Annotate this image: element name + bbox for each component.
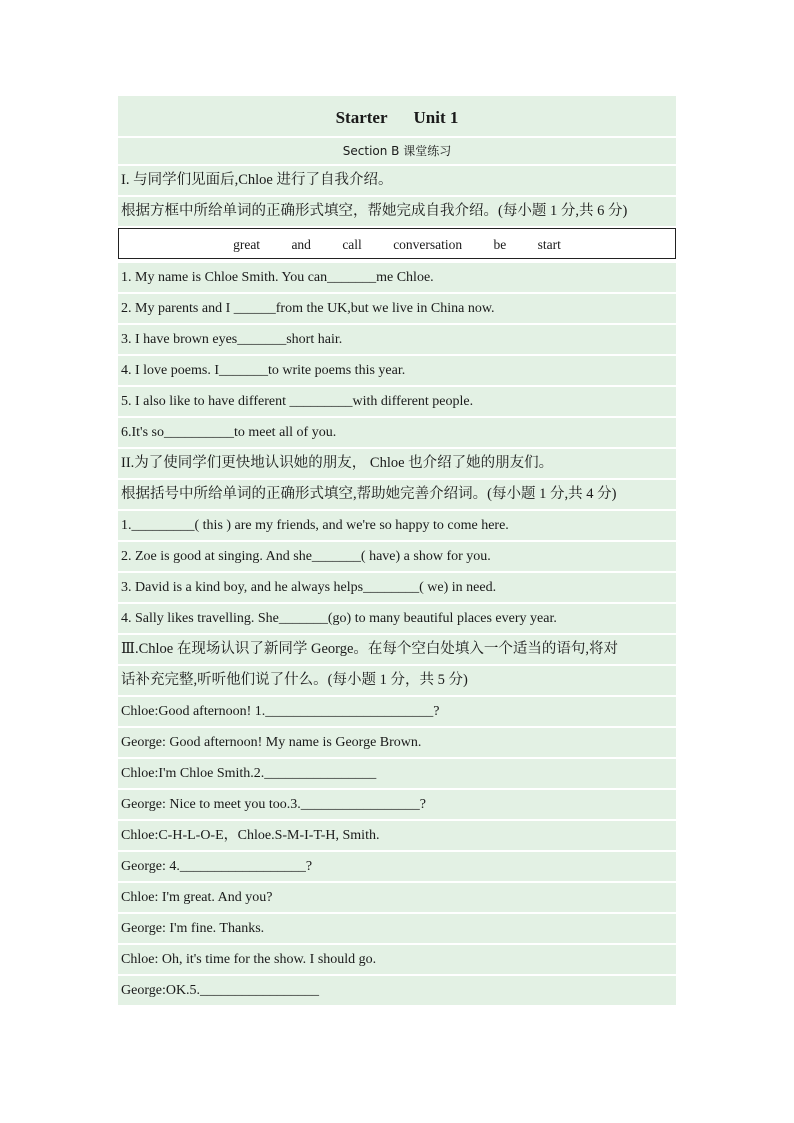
dialogue-line-9: Chloe: Oh, it's time for the show. I should go. [118,945,676,974]
section1-instruction: 根据方框中所给单词的正确形式填空，帮她完成自我介绍。(每小题 1 分,共 6 分) [118,197,676,226]
word-box [118,228,676,259]
section1-question-3: 3. I have brown eyes_______short hair. [118,325,676,354]
section2-question-2: 2. Zoe is good at singing. And she_______( have) a show for you. [118,542,676,571]
section1-heading: I. 与同学们见面后,Chloe 进行了自我介绍。 [118,166,676,195]
section2-heading: II.为了使同学们更快地认识她的朋友， Chloe 也介绍了她的朋友们。 [118,449,676,478]
title-unit: Unit 1 [413,108,459,127]
section2-instruction: 根据括号中所给单词的正确形式填空,帮助她完善介绍词。(每小题 1 分,共 4 分) [118,480,676,509]
section1-question-4: 4. I love poems. I_______to write poems this year. [118,356,676,385]
word-box-item: call [342,237,362,252]
section1-question-6: 6.It's so__________to meet all of you. [118,418,676,447]
word-box-item: and [291,237,311,252]
dialogue-line-4: George: Nice to meet you too.3._________________? [118,790,676,819]
section3-heading-line2: 话补充完整,听听他们说了什么。(每小题 1 分，共 5 分) [118,666,676,695]
word-box-item: great [233,237,261,252]
section2-question-3: 3. David is a kind boy, and he always helps________( we) in need. [118,573,676,602]
dialogue-line-5: Chloe:C-H-L-O-E，Chloe.S-M-I-T-H, Smith. [118,821,676,850]
dialogue-line-1: Chloe:Good afternoon! 1.________________________? [118,697,676,726]
page-title [118,96,676,136]
dialogue-line-2: George: Good afternoon! My name is George Brown. [118,728,676,757]
section3-heading-line1: Ⅲ.Chloe 在现场认识了新同学 George。在每个空白处填入一个适当的语句,将对 [118,635,676,664]
title-starter: Starter [335,108,388,127]
word-box-item: start [537,237,561,252]
word-box-item: be [493,237,507,252]
section1-question-5: 5. I also like to have different _________with different people. [118,387,676,416]
dialogue-line-6: George: 4.__________________? [118,852,676,881]
section2-question-1: 1._________( this ) are my friends, and we're so happy to come here. [118,511,676,540]
dialogue-line-7: Chloe: I'm great. And you? [118,883,676,912]
page-subtitle: Section B 课堂练习 [118,138,676,164]
section2-question-4: 4. Sally likes travelling. She_______(go) to many beautiful places every year. [118,604,676,633]
section1-question-1: 1. My name is Chloe Smith. You can_______me Chloe. [118,263,676,292]
dialogue-line-8: George: I'm fine. Thanks. [118,914,676,943]
dialogue-line-3: Chloe:I'm Chloe Smith.2.________________ [118,759,676,788]
word-box-item: conversation [393,237,463,252]
dialogue-line-10: George:OK.5._________________ [118,976,676,1005]
section1-question-2: 2. My parents and I ______from the UK,but we live in China now. [118,294,676,323]
worksheet [118,96,676,1007]
